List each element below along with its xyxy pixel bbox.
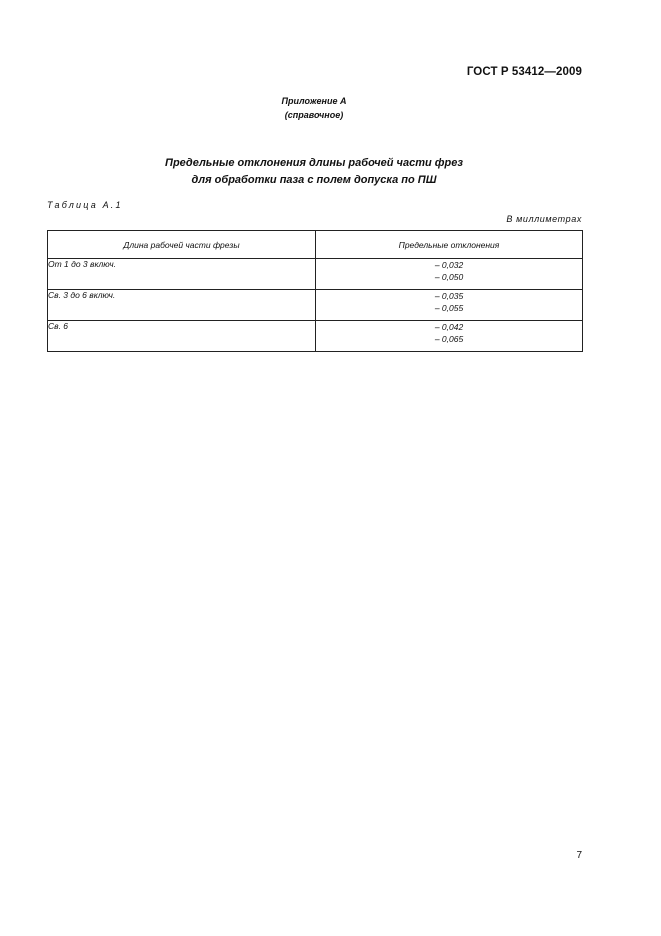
lower-deviation: – 0,055 (434, 303, 464, 313)
appendix-title: Приложение А (281, 96, 347, 106)
deviation-cell (316, 321, 583, 352)
table-label: Таблица А.1 (47, 200, 123, 210)
upper-deviation: – 0,035 (434, 291, 464, 301)
table-units: В миллиметрах (506, 214, 582, 224)
length-cell: Св. 3 до 6 включ. (48, 290, 316, 321)
section-title-line-1: Предельные отклонения длины рабочей части фрез (165, 157, 463, 169)
tolerance-table (47, 230, 583, 352)
table-header-row (48, 231, 583, 259)
appendix-type: (справочное) (284, 110, 344, 120)
table-row (48, 290, 583, 321)
deviation-cell (316, 290, 583, 321)
section-title-line-2: для обработки паза с полем допуска по ПШ (191, 174, 437, 186)
document-code: ГОСТ Р 53412—2009 (466, 66, 582, 78)
table-row (48, 259, 583, 290)
column-header-deviation: Предельные отклонения (316, 231, 583, 259)
upper-deviation: – 0,032 (434, 260, 464, 270)
length-cell: Св. 6 (48, 321, 316, 352)
length-cell: От 1 до 3 включ. (48, 259, 316, 290)
deviation-cell (316, 259, 583, 290)
upper-deviation: – 0,042 (434, 322, 464, 332)
column-header-length: Длина рабочей части фрезы (48, 231, 316, 259)
page-number: 7 (576, 850, 582, 861)
table-row (48, 321, 583, 352)
lower-deviation: – 0,065 (434, 334, 464, 344)
section-title (0, 155, 628, 189)
lower-deviation: – 0,050 (434, 272, 464, 282)
